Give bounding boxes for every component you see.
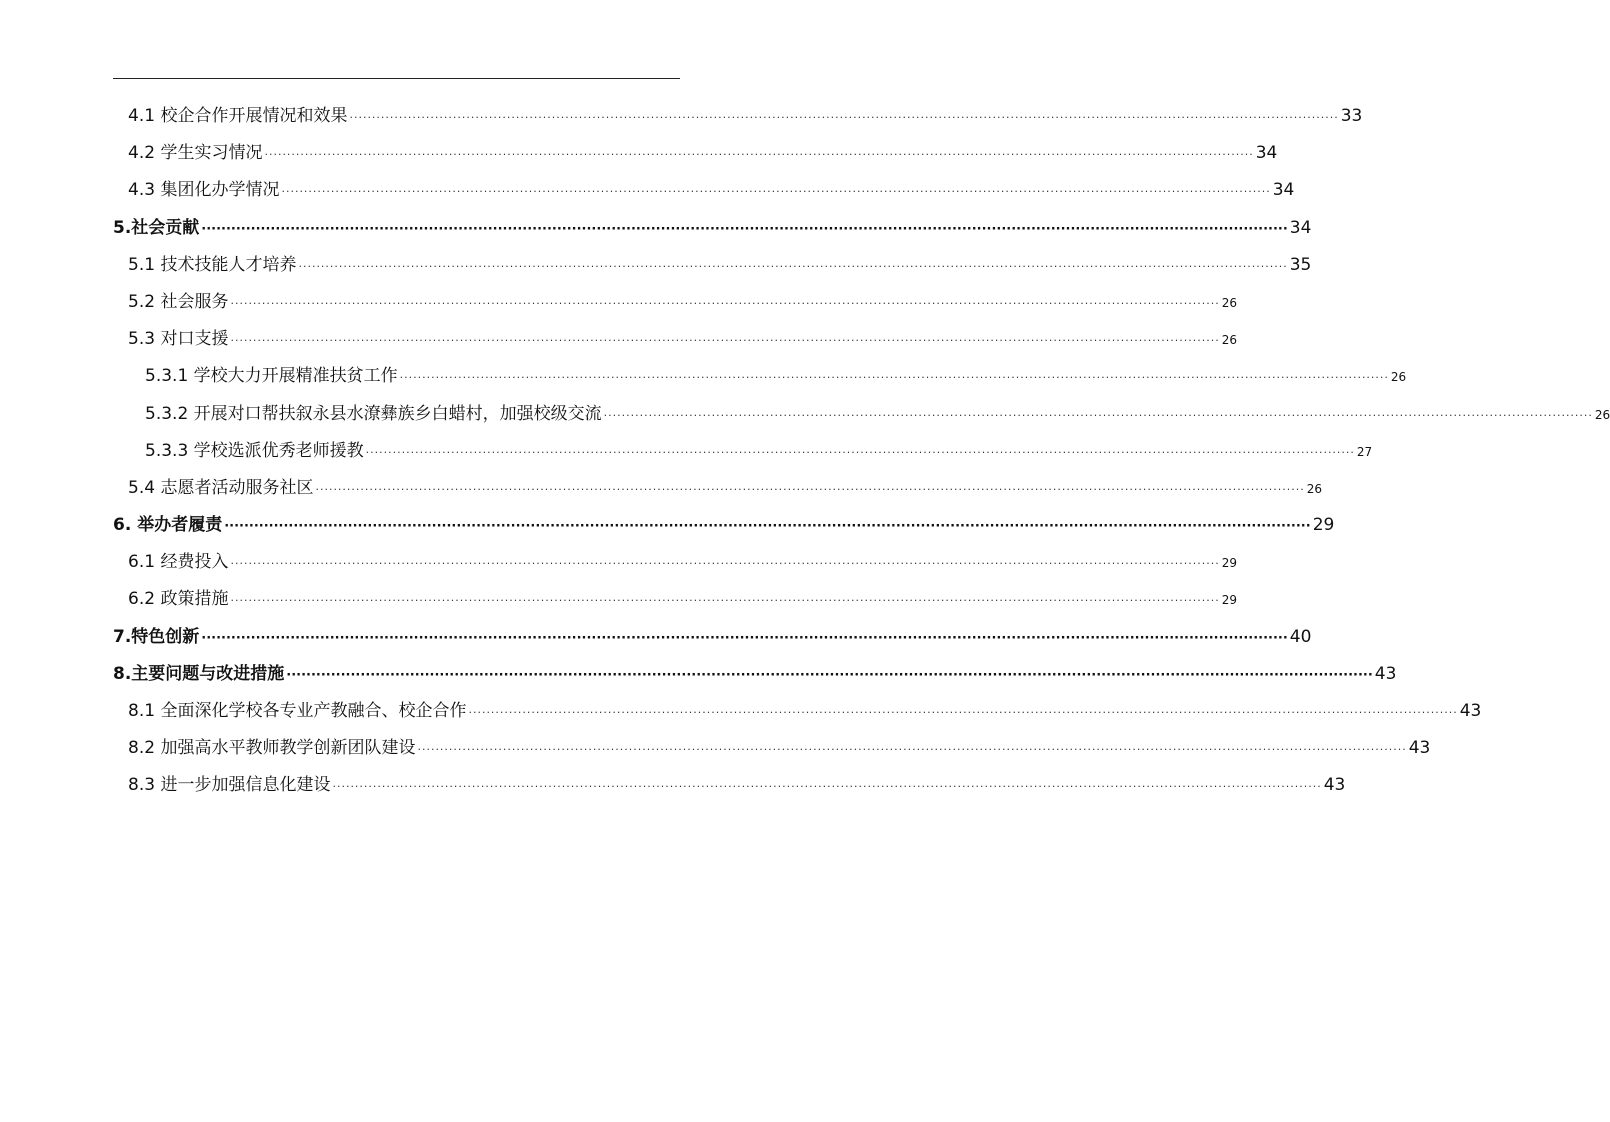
dot-leader: ···························································································································································································································· — [332, 780, 1322, 794]
dot-leader: ···························································································································································································································· — [230, 296, 1220, 310]
dot-leader: ···························································································································································································································· — [201, 221, 1288, 237]
toc-entry-page: 43 — [1374, 663, 1397, 684]
toc-entry-title: 5.3.1 学校大力开展精准扶贫工作 — [145, 366, 398, 387]
toc-entry-page: 26 — [1221, 333, 1237, 348]
toc-entry-title: 5.3.2 开展对口帮扶叙永县水潦彝族乡白蜡村，加强校级交流 — [145, 403, 602, 424]
dot-leader: ···························································································································································································································· — [224, 519, 1311, 535]
toc-entry-page: 34 — [1272, 180, 1295, 201]
toc-entry-title: 8.主要问题与改进措施 — [113, 663, 285, 684]
toc-entry-title: 8.1 全面深化学校各专业产教融合、校企合作 — [128, 701, 467, 721]
toc-entry-title: 5.3 对口支援 — [128, 329, 229, 350]
toc-entry-title: 6. 举办者履责 — [113, 515, 223, 536]
toc-entry[interactable] — [113, 284, 1237, 321]
dot-leader: ···························································································································································································································· — [201, 630, 1288, 646]
toc-entry-title: 6.2 政策措施 — [128, 589, 229, 610]
toc-entry-page: 34 — [1255, 143, 1278, 164]
dot-leader: ···························································································································································································································· — [315, 482, 1305, 496]
toc-entry-page: 43 — [1323, 775, 1346, 796]
toc-entry-title: 4.3 集团化办学情况 — [128, 180, 280, 201]
toc-entry-page: 34 — [1289, 217, 1312, 238]
toc-section-heading[interactable] — [113, 507, 1335, 544]
toc-entry-page: 29 — [1312, 515, 1335, 536]
toc-subentry[interactable] — [113, 358, 1407, 395]
toc-entry-page: 43 — [1408, 738, 1431, 759]
toc-entry-page: 26 — [1306, 481, 1322, 496]
toc-entry-title: 5.1 技术技能人才培养 — [128, 254, 297, 275]
toc-entry[interactable] — [113, 470, 1322, 507]
toc-entry[interactable] — [113, 247, 1312, 284]
toc-entry[interactable] — [113, 98, 1363, 135]
toc-entry-page: 29 — [1221, 593, 1237, 608]
toc-entry-title: 8.2 加强高水平教师教学创新团队建设 — [128, 738, 416, 759]
toc-entry[interactable] — [113, 172, 1295, 209]
toc-entry-title: 4.1 校企合作开展情况和效果 — [128, 106, 348, 126]
dot-leader: ···························································································································································································································· — [230, 557, 1220, 571]
dot-leader: ···························································································································································································································· — [264, 148, 1254, 162]
dot-leader: ···························································································································································································································· — [349, 111, 1339, 124]
toc-entry-title: 5.3.3 学校选派优秀老师援教 — [145, 440, 364, 461]
toc-entry-page: 35 — [1289, 254, 1312, 275]
toc-entry-title: 5.2 社会服务 — [128, 291, 229, 312]
toc-subentry[interactable] — [113, 433, 1373, 470]
dot-leader: ···························································································································································································································· — [399, 371, 1389, 385]
toc-entry-page: 29 — [1221, 556, 1237, 571]
dot-leader: ···························································································································································································································· — [417, 743, 1407, 757]
dot-leader: ···························································································································································································································· — [230, 594, 1220, 608]
toc-subentry[interactable] — [113, 396, 1610, 433]
toc-entry-page: 40 — [1289, 626, 1312, 647]
toc-entry[interactable] — [113, 767, 1346, 804]
table-of-contents — [113, 98, 1610, 805]
toc-entry-page: 26 — [1594, 407, 1610, 422]
toc-entry-title: 8.3 进一步加强信息化建设 — [128, 775, 331, 796]
toc-entry-page: 27 — [1356, 444, 1373, 459]
toc-entry[interactable] — [113, 321, 1237, 358]
toc-entry-title: 6.1 经费投入 — [128, 552, 229, 573]
toc-section-heading[interactable] — [113, 619, 1312, 656]
dot-leader: ···························································································································································································································· — [365, 445, 1355, 459]
toc-section-heading[interactable] — [113, 210, 1312, 247]
dot-leader: ···························································································································································································································· — [286, 667, 1373, 683]
toc-entry[interactable] — [113, 693, 1482, 730]
toc-entry-title: 5.社会贡献 — [113, 217, 200, 238]
toc-entry[interactable] — [113, 135, 1278, 172]
dot-leader: ···························································································································································································································· — [603, 408, 1593, 422]
toc-entry[interactable] — [113, 544, 1237, 581]
toc-entry-page: 26 — [1221, 295, 1237, 310]
toc-entry[interactable] — [113, 730, 1431, 767]
header-rule — [113, 78, 680, 79]
dot-leader: ···························································································································································································································· — [281, 185, 1271, 199]
dot-leader: ···························································································································································································································· — [468, 706, 1458, 719]
toc-section-heading[interactable] — [113, 656, 1397, 693]
toc-entry-title: 4.2 学生实习情况 — [128, 143, 263, 164]
toc-entry[interactable] — [113, 581, 1237, 618]
toc-entry-page: 43 — [1459, 701, 1482, 721]
dot-leader: ···························································································································································································································· — [230, 334, 1220, 348]
toc-entry-title: 5.4 志愿者活动服务社区 — [128, 477, 314, 498]
toc-entry-page: 33 — [1340, 106, 1363, 126]
dot-leader: ···························································································································································································································· — [298, 259, 1288, 273]
toc-entry-page: 26 — [1390, 370, 1407, 385]
toc-entry-title: 7.特色创新 — [113, 626, 200, 647]
